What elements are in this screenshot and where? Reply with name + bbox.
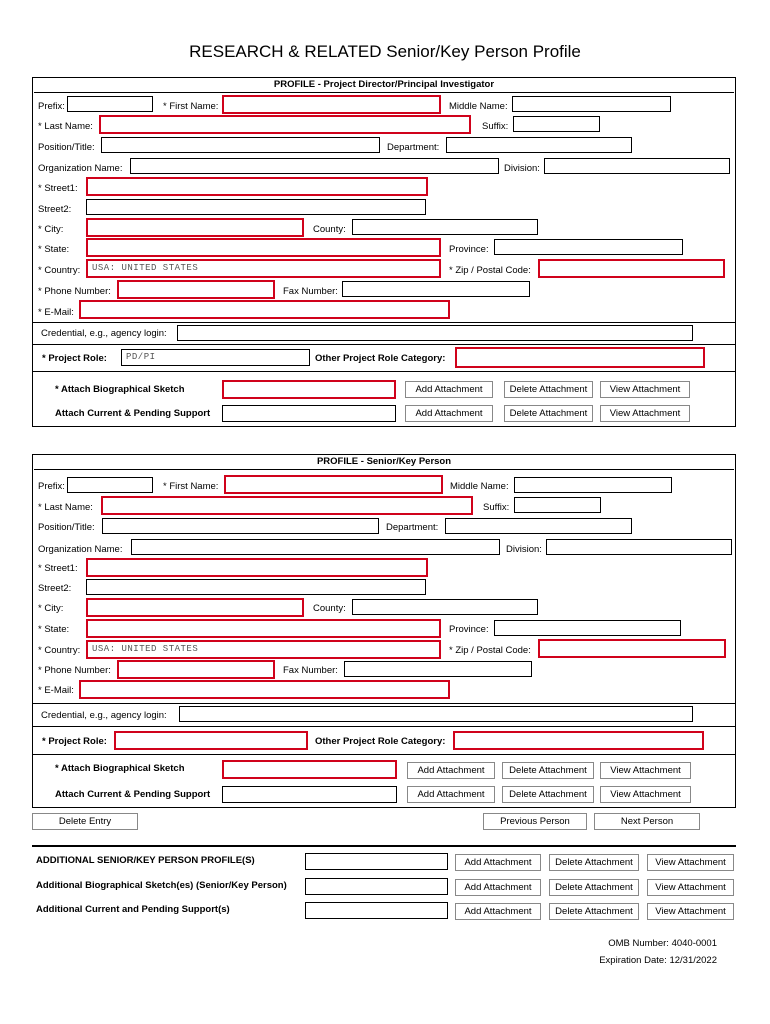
pd-street1-input[interactable] bbox=[86, 177, 428, 196]
omb-number: OMB Number: 4040-0001 bbox=[608, 938, 717, 949]
position-label: Position/Title: bbox=[38, 142, 95, 153]
pd-suffix-input[interactable] bbox=[513, 116, 600, 132]
last-name-label: * Last Name: bbox=[38, 502, 93, 513]
pd-email-input[interactable] bbox=[79, 300, 450, 319]
pd-first-name-input[interactable] bbox=[222, 95, 441, 114]
pd-middle-name-input[interactable] bbox=[512, 96, 671, 112]
sk-cp-delete-attachment-button[interactable]: Delete Attachment bbox=[502, 786, 594, 803]
divider bbox=[33, 726, 735, 727]
pd-cp-delete-attachment-button[interactable]: Delete Attachment bbox=[504, 405, 593, 422]
prefix-label: Prefix: bbox=[38, 481, 65, 492]
pd-province-input[interactable] bbox=[494, 239, 683, 255]
current-pending-label: Attach Current & Pending Support bbox=[55, 789, 211, 800]
organization-label: Organization Name: bbox=[38, 163, 123, 174]
sk-current-pending-field[interactable] bbox=[222, 786, 397, 803]
pd-county-input[interactable] bbox=[352, 219, 538, 235]
additional-profiles-delete-button[interactable]: Delete Attachment bbox=[549, 854, 639, 871]
sk-last-name-input[interactable] bbox=[101, 496, 473, 515]
sk-suffix-input[interactable] bbox=[514, 497, 601, 513]
pd-state-select[interactable] bbox=[86, 238, 441, 257]
current-pending-label: Attach Current & Pending Support bbox=[55, 408, 211, 419]
page-title: RESEARCH & RELATED Senior/Key Person Profile bbox=[189, 42, 581, 61]
divider bbox=[33, 754, 735, 755]
sk-city-input[interactable] bbox=[86, 598, 304, 617]
sk-department-input[interactable] bbox=[445, 518, 632, 534]
zip-label: * Zip / Postal Code: bbox=[449, 265, 531, 276]
phone-label: * Phone Number: bbox=[38, 286, 111, 297]
pd-bio-sketch-field[interactable] bbox=[222, 380, 396, 399]
phone-label: * Phone Number: bbox=[38, 665, 111, 676]
bio-sketch-label: * Attach Biographical Sketch bbox=[55, 384, 185, 395]
pd-prefix-input[interactable] bbox=[67, 96, 153, 112]
pd-profile-section bbox=[32, 77, 736, 427]
pd-division-input[interactable] bbox=[544, 158, 730, 174]
pd-fax-input[interactable] bbox=[342, 281, 530, 297]
delete-entry-button[interactable]: Delete Entry bbox=[32, 813, 138, 830]
other-role-label: Other Project Role Category: bbox=[315, 736, 446, 747]
prefix-label: Prefix: bbox=[38, 101, 65, 112]
sk-prefix-input[interactable] bbox=[67, 477, 153, 493]
country-label: * Country: bbox=[38, 265, 81, 276]
first-name-label: * First Name: bbox=[163, 481, 219, 492]
street1-label: * Street1: bbox=[38, 183, 78, 194]
additional-cp-delete-button[interactable]: Delete Attachment bbox=[549, 903, 639, 920]
sk-cp-view-attachment-button[interactable]: View Attachment bbox=[600, 786, 691, 803]
divider bbox=[33, 703, 735, 704]
additional-bio-view-button[interactable]: View Attachment bbox=[647, 879, 734, 896]
pd-zip-input[interactable] bbox=[538, 259, 725, 278]
sk-division-input[interactable] bbox=[546, 539, 732, 555]
email-label: * E-Mail: bbox=[38, 685, 74, 696]
sk-profile-section bbox=[32, 454, 736, 808]
state-label: * State: bbox=[38, 244, 70, 255]
pd-section-header: PROFILE - Project Director/Principal Investigator bbox=[34, 78, 734, 93]
suffix-label: Suffix: bbox=[482, 121, 509, 132]
sk-position-input[interactable] bbox=[102, 518, 379, 534]
last-name-label: * Last Name: bbox=[38, 121, 93, 132]
divider bbox=[33, 344, 735, 345]
middle-name-label: Middle Name: bbox=[450, 481, 509, 492]
additional-bio-add-button[interactable]: Add Attachment bbox=[455, 879, 541, 896]
first-name-label: * First Name: bbox=[163, 101, 219, 112]
division-label: Division: bbox=[504, 163, 540, 174]
sk-street2-input[interactable] bbox=[86, 579, 426, 595]
pd-city-input[interactable] bbox=[86, 218, 304, 237]
sk-bio-delete-attachment-button[interactable]: Delete Attachment bbox=[502, 762, 594, 779]
fax-label: Fax Number: bbox=[283, 286, 338, 297]
expiration-date: Expiration Date: 12/31/2022 bbox=[599, 955, 717, 966]
county-label: County: bbox=[313, 603, 346, 614]
sk-bio-add-attachment-button[interactable]: Add Attachment bbox=[407, 762, 495, 779]
additional-cp-add-button[interactable]: Add Attachment bbox=[455, 903, 541, 920]
additional-bio-field[interactable] bbox=[305, 878, 448, 895]
division-label: Division: bbox=[506, 544, 542, 555]
sk-section-header: PROFILE - Senior/Key Person bbox=[34, 455, 734, 470]
pd-credential-input[interactable] bbox=[177, 325, 693, 341]
pd-project-role-select[interactable]: PD/PI bbox=[121, 349, 310, 366]
additional-bio-label: Additional Biographical Sketch(es) (Senior/Key Person) bbox=[36, 880, 287, 891]
additional-profiles-view-button[interactable]: View Attachment bbox=[647, 854, 734, 871]
credential-label: Credential, e.g., agency login: bbox=[41, 328, 167, 339]
pd-country-select[interactable]: USA: UNITED STATES bbox=[86, 259, 441, 278]
organization-label: Organization Name: bbox=[38, 544, 123, 555]
position-label: Position/Title: bbox=[38, 522, 95, 533]
pd-current-pending-field[interactable] bbox=[222, 405, 396, 422]
project-role-label: * Project Role: bbox=[42, 736, 107, 747]
sk-province-input[interactable] bbox=[494, 620, 681, 636]
additional-current-pending-label: Additional Current and Pending Support(s) bbox=[36, 904, 230, 915]
project-role-label: * Project Role: bbox=[42, 353, 107, 364]
pd-bio-view-attachment-button[interactable]: View Attachment bbox=[600, 381, 690, 398]
department-label: Department: bbox=[386, 522, 439, 533]
county-label: County: bbox=[313, 224, 346, 235]
additional-profiles-field[interactable] bbox=[305, 853, 448, 870]
credential-label: Credential, e.g., agency login: bbox=[41, 710, 167, 721]
fax-label: Fax Number: bbox=[283, 665, 338, 676]
city-label: * City: bbox=[38, 224, 64, 235]
sk-organization-input[interactable] bbox=[131, 539, 500, 555]
bio-sketch-label: * Attach Biographical Sketch bbox=[55, 763, 185, 774]
pd-cp-view-attachment-button[interactable]: View Attachment bbox=[600, 405, 690, 422]
pd-other-role-input[interactable] bbox=[455, 347, 705, 368]
street1-label: * Street1: bbox=[38, 563, 78, 574]
pd-position-input[interactable] bbox=[101, 137, 380, 153]
sk-first-name-input[interactable] bbox=[224, 475, 443, 494]
sk-cp-add-attachment-button[interactable]: Add Attachment bbox=[407, 786, 495, 803]
middle-name-label: Middle Name: bbox=[449, 101, 508, 112]
pd-department-input[interactable] bbox=[446, 137, 632, 153]
sk-county-input[interactable] bbox=[352, 599, 538, 615]
sk-country-select[interactable]: USA: UNITED STATES bbox=[86, 640, 441, 659]
next-person-button[interactable]: Next Person bbox=[594, 813, 700, 830]
sk-state-select[interactable] bbox=[86, 619, 441, 638]
sk-phone-input[interactable] bbox=[117, 660, 275, 679]
sk-middle-name-input[interactable] bbox=[514, 477, 672, 493]
email-label: * E-Mail: bbox=[38, 307, 74, 318]
country-label: * Country: bbox=[38, 645, 81, 656]
street2-label: Street2: bbox=[38, 583, 72, 594]
province-label: Province: bbox=[449, 624, 489, 635]
sk-bio-view-attachment-button[interactable]: View Attachment bbox=[600, 762, 691, 779]
pd-organization-input[interactable] bbox=[130, 158, 499, 174]
state-label: * State: bbox=[38, 624, 70, 635]
sk-street1-input[interactable] bbox=[86, 558, 428, 577]
divider bbox=[33, 371, 735, 372]
sk-bio-sketch-field[interactable] bbox=[222, 760, 397, 779]
sk-email-input[interactable] bbox=[79, 680, 450, 699]
additional-cp-view-button[interactable]: View Attachment bbox=[647, 903, 734, 920]
pd-cp-add-attachment-button[interactable]: Add Attachment bbox=[405, 405, 493, 422]
province-label: Province: bbox=[449, 244, 489, 255]
sk-zip-input[interactable] bbox=[538, 639, 726, 658]
suffix-label: Suffix: bbox=[483, 502, 510, 513]
section-divider bbox=[32, 845, 736, 847]
pd-last-name-input[interactable] bbox=[99, 115, 471, 134]
pd-bio-delete-attachment-button[interactable]: Delete Attachment bbox=[504, 381, 593, 398]
department-label: Department: bbox=[387, 142, 440, 153]
sk-project-role-select[interactable] bbox=[114, 731, 308, 750]
sk-fax-input[interactable] bbox=[344, 661, 532, 677]
additional-current-pending-field[interactable] bbox=[305, 902, 448, 919]
street2-label: Street2: bbox=[38, 204, 72, 215]
additional-profiles-add-button[interactable]: Add Attachment bbox=[455, 854, 541, 871]
sk-credential-input[interactable] bbox=[179, 706, 693, 722]
additional-bio-delete-button[interactable]: Delete Attachment bbox=[549, 879, 639, 896]
sk-other-role-input[interactable] bbox=[453, 731, 704, 750]
additional-profiles-label: ADDITIONAL SENIOR/KEY PERSON PROFILE(S) bbox=[36, 855, 255, 866]
other-role-label: Other Project Role Category: bbox=[315, 353, 446, 364]
previous-person-button[interactable]: Previous Person bbox=[483, 813, 587, 830]
divider bbox=[33, 322, 735, 323]
pd-street2-input[interactable] bbox=[86, 199, 426, 215]
pd-bio-add-attachment-button[interactable]: Add Attachment bbox=[405, 381, 493, 398]
pd-phone-input[interactable] bbox=[117, 280, 275, 299]
zip-label: * Zip / Postal Code: bbox=[449, 645, 531, 656]
city-label: * City: bbox=[38, 603, 64, 614]
